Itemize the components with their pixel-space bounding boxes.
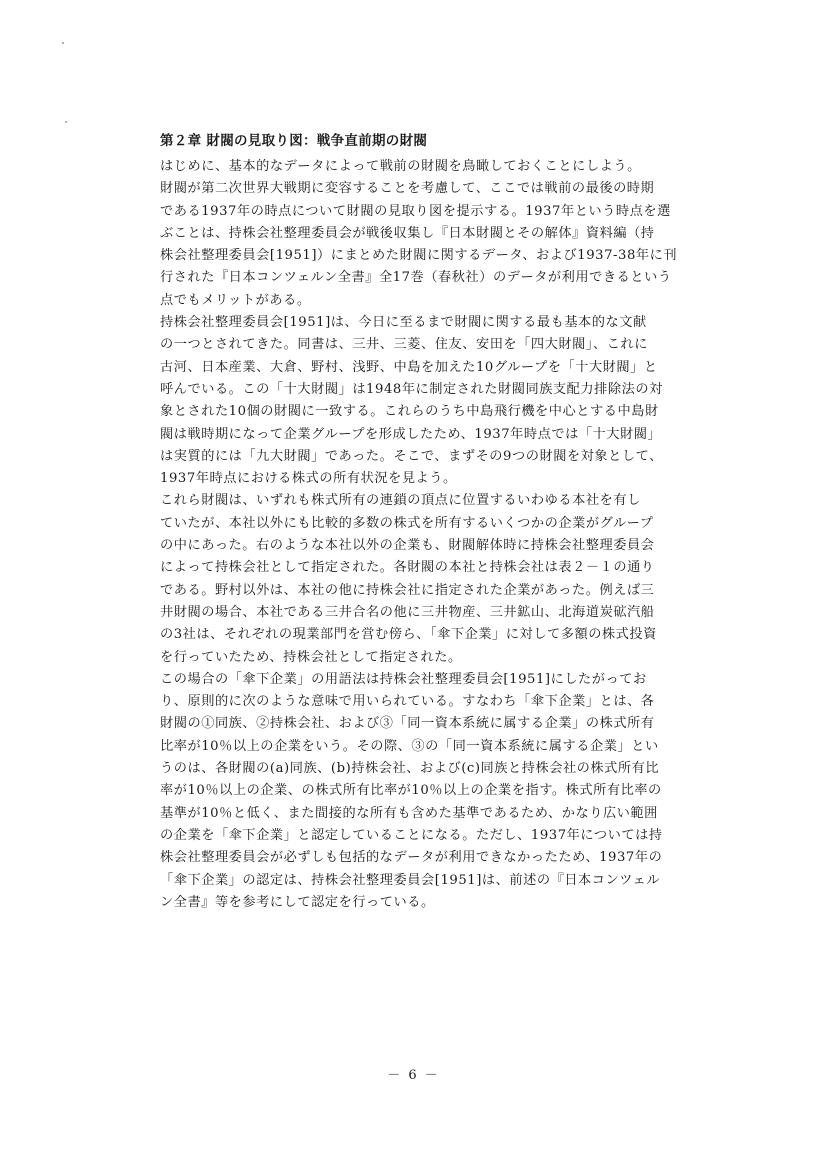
text-line: ン全書』等を参考にして認定を行っている。 <box>160 894 435 910</box>
text-line: の一つとされてきた。同書は、三井、三菱、住友、安田を「四大財閥」、これに <box>160 337 648 353</box>
text-line: の3社は、それぞれの現業部門を営む傍ら、「傘下企業」に対して多額の株式投資 <box>160 627 657 643</box>
text-line: 持株会社整理委員会[1951]は、今日に至るまで財閥に関する最も基本的な文献 <box>160 315 647 331</box>
text-line: この場合の「傘下企業」の用語法は持株会社整理委員会[1951]にしたがってお <box>160 671 647 687</box>
paragraph <box>160 669 680 914</box>
text-line: は実質的には「九大財閥」であった。そこで、まずその9つの財閥を対象として、 <box>160 448 663 464</box>
text-line: 比率が10％以上の企業をいう。その際、③の「同一資本系統に属する企業」とい <box>160 738 659 754</box>
text-line: はじめに、基本的なデータによって戦前の財閥を鳥瞰しておくことにしよう。 <box>160 159 641 174</box>
text-line: これら財閥は、いずれも株式所有の連鎖の頂点に位置するいわゆる本社を有し <box>160 493 641 509</box>
text-line: 閥は戦時期になって企業グループを形成したため、1937年時点では「十大財閥」 <box>160 426 662 442</box>
text-line: 基準が10％と低く、また間接的な所有も含めた基準であるため、かなり広い範囲 <box>160 805 658 821</box>
paragraph <box>160 156 680 312</box>
paragraph <box>160 490 680 668</box>
text-line: 「傘下企業」の認定は、持株会社整理委員会[1951]は、前述の『日本コンツェル <box>160 872 660 888</box>
text-line: を行っていたため、持株会社として指定された。 <box>160 649 462 665</box>
text-line: 財閥の①同族、②持株会社、および③「同一資本系統に属する企業」の株式所有 <box>160 716 655 732</box>
paragraph <box>160 312 680 490</box>
text-line: 象とされた10個の財閥に一致する。これらのうち中島飛行機を中心とする中島財 <box>160 404 659 420</box>
text-line: 株会社整理委員会[1951]）にまとめた財閥に関するデータ、および1937-38年に刊 <box>160 248 678 264</box>
text-line: の企業を「傘下企業」と認定していることになる。ただし、1937年については持 <box>160 827 663 843</box>
text-line: ぶことは、持株会社整理委員会が戦後収集し『日本財閥とその解体』資料編（持 <box>160 225 655 241</box>
text-line: 古河、日本産業、大倉、野村、浅野、中島を加えた10グループを「十大財閥」と <box>160 359 658 375</box>
text-line: 株会社整理委員会が必ずしも包括的なデータが利用できなかったため、1937年の <box>160 850 663 866</box>
text-line: 点でもメリットがある。 <box>160 292 311 308</box>
text-line: 財閥が第二次世界大戦期に変容することを考慮して、ここでは戦前の最後の時期 <box>160 181 655 197</box>
text-line: うのは、各財閥の(a)同族、(b)持株会社、および(c)同族と持株会社の株式所有比 <box>160 761 660 777</box>
text-line: 呼んでいる。この「十大財閥」は1948年に制定された財閥同族支配力排除法の対 <box>160 381 663 397</box>
body-text <box>160 156 680 914</box>
text-line: 行された『日本コンツェルン全書』全17巻（春秋社）のデータが利用できるという <box>160 270 672 286</box>
text-line: である。野村以外は、本社の他に持株会社に指定された企業があった。例えば三 <box>160 582 655 598</box>
page-number: － 6 － <box>387 1068 440 1083</box>
text-line: によって持株会社として指定された。各財閥の本社と持株会社は表２－１の通り <box>160 560 655 576</box>
text-line: の中にあった。右のような本社以外の企業も、財閥解体時に持株会社整理委員会 <box>160 538 655 554</box>
text-line: である1937年の時点について財閥の見取り図を提示する。1937年という時点を選 <box>160 203 671 219</box>
text-line: り、原則的に次のような意味で用いられている。すなわち「傘下企業」とは、各 <box>160 694 655 710</box>
text-line: 率が10％以上の企業、の株式所有比率が10％以上の企業を指す。株式所有比率の <box>160 783 662 799</box>
text-line: 1937年時点における株式の所有状況を見よう。 <box>160 471 457 487</box>
text-line: 井財閥の場合、本社である三井合名の他に三井物産、三井鉱山、北海道炭砿汽船 <box>160 604 655 620</box>
chapter-heading: 第２章 財閥の見取り図：戦争直前期の財閥 <box>160 133 428 149</box>
scan-speck <box>65 121 67 123</box>
scan-speck <box>62 42 64 44</box>
text-line: ていたが、本社以外にも比較的多数の株式を所有するいくつかの企業がグループ <box>160 515 654 531</box>
